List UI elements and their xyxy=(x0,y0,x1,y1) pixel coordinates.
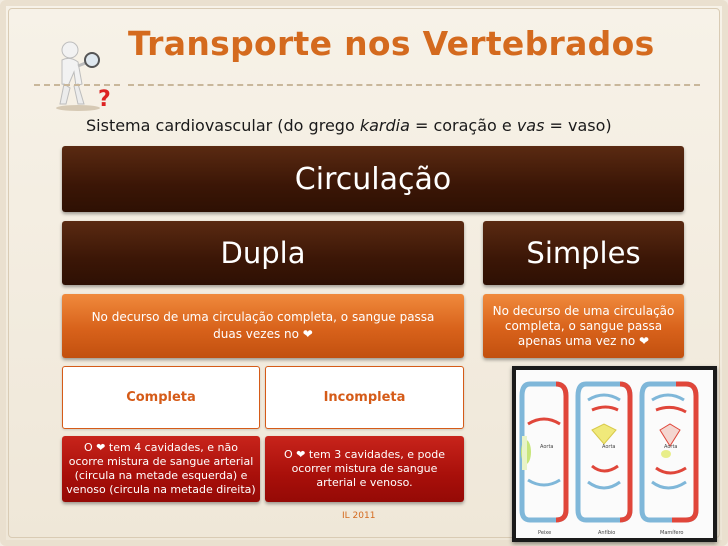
subtitle-prefix: Sistema cardiovascular (do grego xyxy=(86,116,360,135)
figure-aorta-label-3: Aorta xyxy=(664,444,678,450)
circulation-figure xyxy=(512,366,717,542)
figure-aorta-label-1: Aorta xyxy=(540,444,554,450)
figure-aorta-label-2: Aorta xyxy=(602,444,616,450)
figure-label-amphibian: Anfíbio xyxy=(598,530,616,536)
node-dupla-label: Dupla xyxy=(220,236,306,270)
incompleta-description-text: O ❤ tem 3 cavidades, e pode ocorrer mistura de sangue arterial e venoso. xyxy=(284,448,445,489)
circulation-diagrams-icon xyxy=(516,370,713,538)
node-incompleta-description xyxy=(265,436,464,502)
node-circulacao xyxy=(62,146,684,212)
subtitle-kardia: kardia xyxy=(359,116,410,135)
slide-subtitle xyxy=(86,116,706,135)
dupla-description-text: No decurso de uma circulação completa, o sangue passa duas vezes no ❤ xyxy=(91,310,435,341)
node-circulacao-label: Circulação xyxy=(294,161,452,197)
node-completa-description xyxy=(62,436,260,502)
node-simples xyxy=(483,221,684,285)
figure-label-fish: Peixe xyxy=(538,530,552,536)
node-dupla xyxy=(62,221,464,285)
subtitle-suffix: = vaso) xyxy=(544,116,612,135)
person-magnifier-icon xyxy=(40,36,116,112)
completa-description-text: O ❤ tem 4 cavidades, e não ocorre mistura de sangue arterial (circula na metade esquerda) e venoso (circula na metade direita) xyxy=(66,441,256,496)
node-incompleta-label: Incompleta xyxy=(323,390,406,405)
title-divider-right xyxy=(128,84,700,86)
node-simples-label: Simples xyxy=(526,236,641,270)
figure-label-mammal: Mamífero xyxy=(660,530,684,536)
subtitle-vas: vas xyxy=(516,116,545,135)
simples-description-text: No decurso de uma circulação completa, o sangue passa apenas uma vez no ❤ xyxy=(492,303,675,348)
node-simples-description xyxy=(483,294,684,358)
subtitle-middle: = coração e xyxy=(409,116,517,135)
svg-text:?: ? xyxy=(98,87,111,112)
node-completa-label: Completa xyxy=(126,390,196,405)
title-divider-left xyxy=(34,84,120,86)
slide-title: Transporte nos Vertebrados xyxy=(128,24,655,63)
footer-text: IL 2011 xyxy=(342,511,376,521)
node-dupla-description xyxy=(62,294,464,358)
node-incompleta xyxy=(265,366,464,429)
node-completa xyxy=(62,366,260,429)
